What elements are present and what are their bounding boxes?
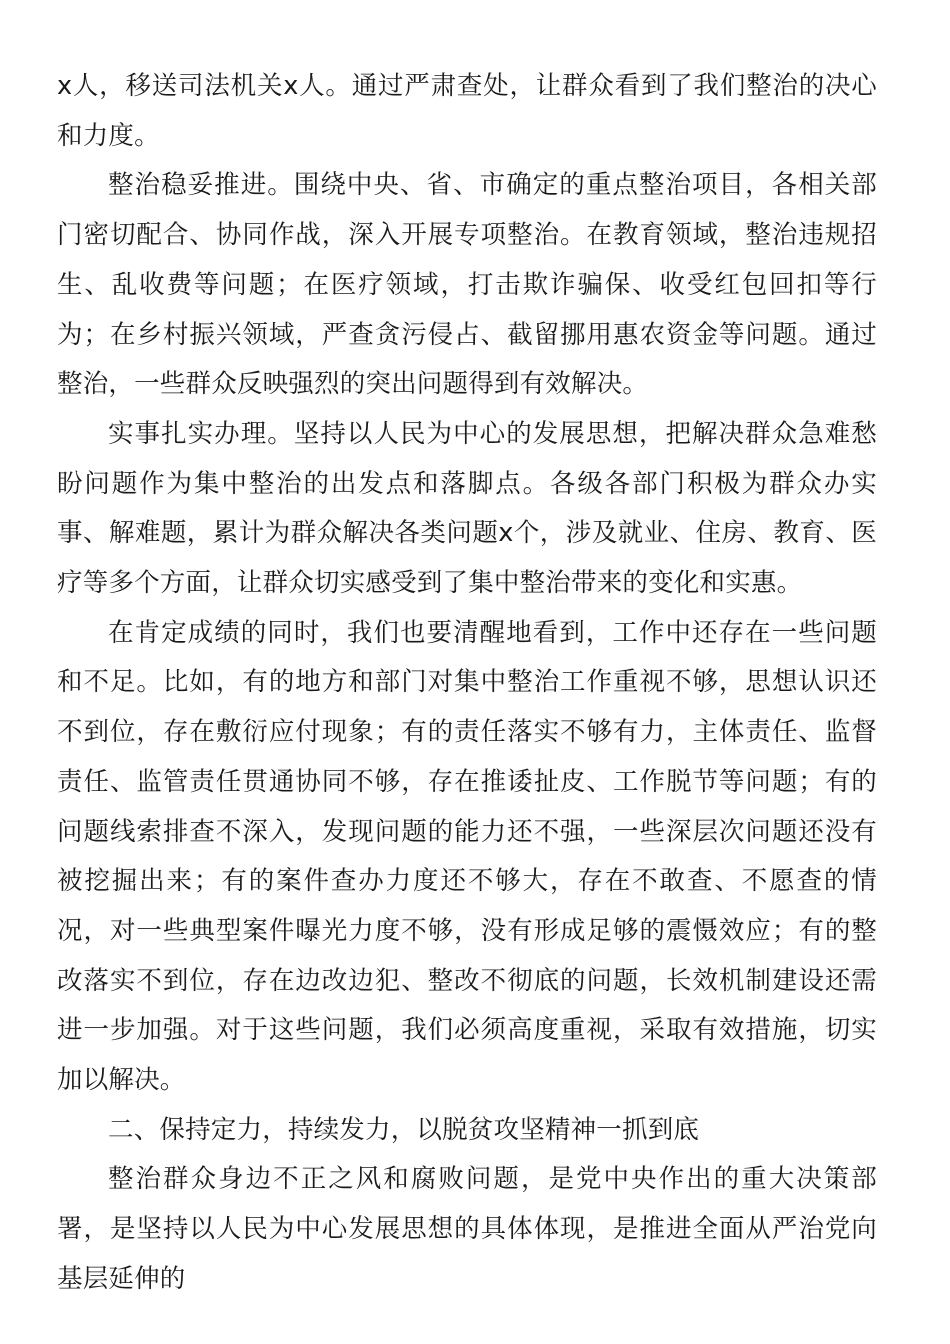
paragraph-major-decision: 整治群众身边不正之风和腐败问题，是党中央作出的重大决策部署，是坚持以人民为中心发展思想的具体体现，是推进全面从严治党向基层延伸的 [57, 1164, 877, 1294]
document-body [57, 62, 877, 1305]
paragraph-problems-shortcomings: 在肯定成绩的同时，我们也要清醒地看到，工作中还存在一些问题和不足。比如，有的地方和部门对集中整治工作重视不够，思想认识还不到位，存在敷衍应付现象；有的责任落实不够有力，主体责任、监督责任、监管责任贯通协同不够，存在推诿扯皮、工作脱节等问题；有的问题线索排查不深入，发现问题的能力还不强，一些深层次问题还没有被挖掘出来；有的案件查办力度还不够大，存在不敢查、不愿查的情况，对一些典型案件曝光力度不够，没有形成足够的震慑效应；有的整改落实不到位，存在边改边犯、整改不彻底的问题，长效机制建设还需进一步加强。对于这些问题，我们必须高度重视，采取有效措施，切实加以解决。 [57, 617, 877, 1096]
section-heading-two: 二、保持定力，持续发力，以脱贫攻坚精神一抓到底 [108, 1114, 700, 1145]
paragraph-continuation: x人，移送司法机关x人。通过严肃查处，让群众看到了我们整治的决心和力度。 [57, 71, 877, 151]
paragraph-practical-matters: 实事扎实办理。坚持以人民为中心的发展思想，把解决群众急难愁盼问题作为集中整治的出发点和落脚点。各级各部门积极为群众办实事、解难题，累计为群众解决各类问题x个，涉及就业、住房、教育、医疗等多个方面，让群众切实感受到了集中整治带来的变化和实惠。 [57, 418, 877, 599]
paragraph-rectification-progress: 整治稳妥推进。围绕中央、省、市确定的重点整治项目，各相关部门密切配合、协同作战，深入开展专项整治。在教育领域，整治违规招生、乱收费等问题；在医疗领域，打击欺诈骗保、收受红包回扣等行为；在乡村振兴领域，严查贪污侵占、截留挪用惠农资金等问题。通过整治，一些群众反映强烈的突出问题得到有效解决。 [57, 170, 877, 400]
